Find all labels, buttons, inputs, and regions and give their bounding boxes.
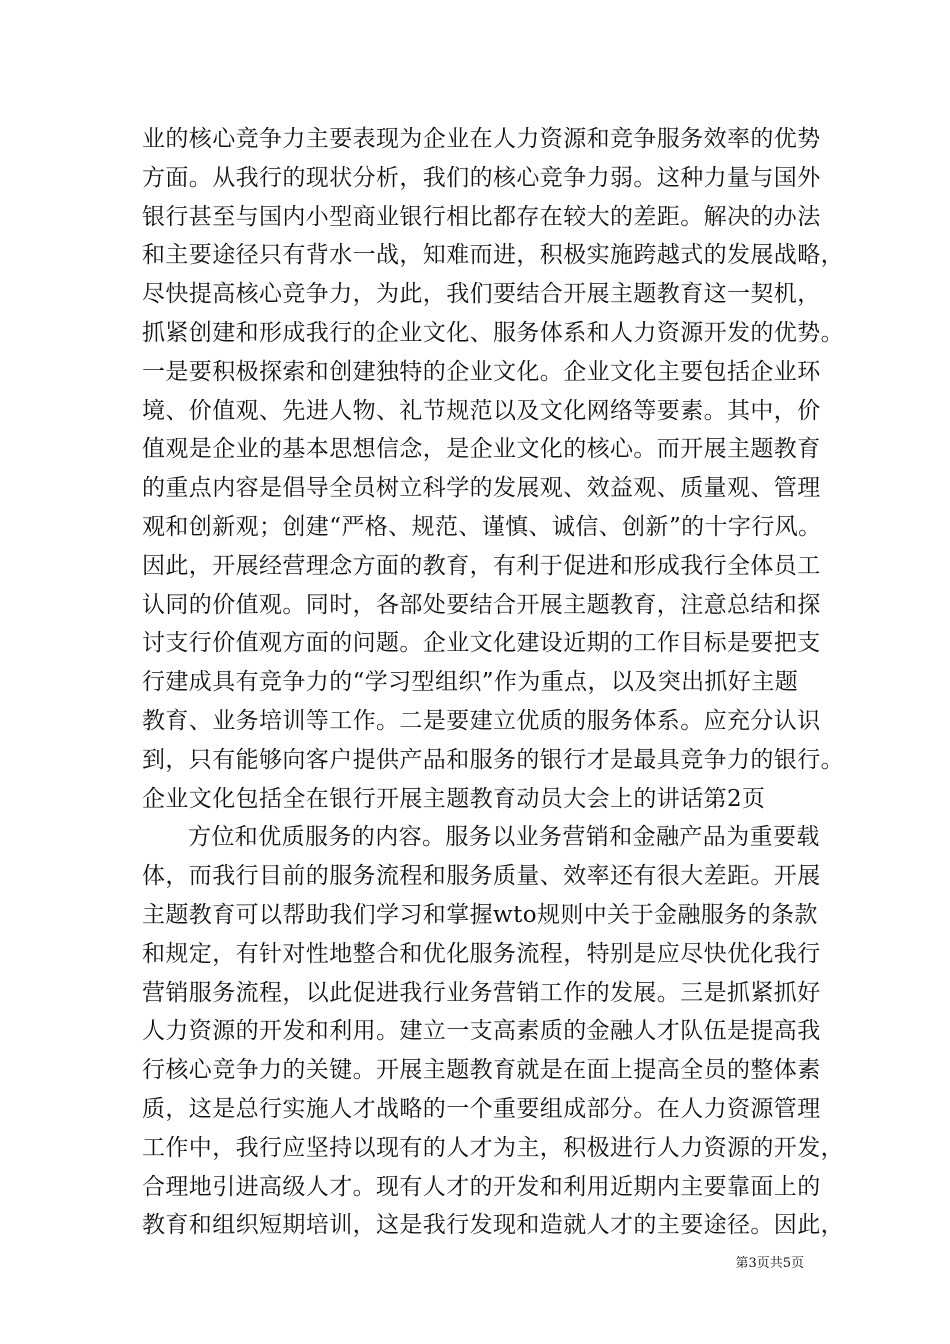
body-line: 合理地引进高级人才。现有人才的开发和利用近期内主要靠面上的 [142,1173,821,1200]
body-line: 的重点内容是倡导全员树立科学的发展观、效益观、质量观、管理 [142,475,821,502]
body-line: 工作中，我行应坚持以现有的人才为主，积极进行人力资源的开发， [142,1134,844,1161]
body-line: 和规定，有针对性地整合和优化服务流程，特别是应尽快优化我行 [142,940,821,967]
body-line: 业的核心竞争力主要表现为企业在人力资源和竞争服务效率的优势 [142,126,821,152]
body-line: 值观是企业的基本思想信念，是企业文化的核心。而开展主题教育 [142,436,821,463]
body-line: 方面。从我行的现状分析，我们的核心竞争力弱。这种力量与国外 [142,164,821,191]
body-line: 营销服务流程，以此促进我行业务营销工作的发展。三是抓紧抓好 [142,979,821,1006]
body-line: 体，而我行目前的服务流程和服务质量、效率还有很大差距。开展 [142,863,821,890]
body-line: 讨支行价值观方面的问题。企业文化建设近期的工作目标是要把支 [142,630,821,657]
body-line: 行建成具有竞争力的“学习型组织”作为重点，以及突出抓好主题 [142,669,799,696]
body-line: 到，只有能够向客户提供产品和服务的银行才是最具竞争力的银行。 [142,746,844,773]
body-line: 因此，开展经营理念方面的教育，有利于促进和形成我行全体员工 [142,552,821,579]
body-line: 主题教育可以帮助我们学习和掌握wto规则中关于金融服务的条款 [142,901,818,928]
body-line: 行核心竞争力的关键。开展主题教育就是在面上提高全员的整体素 [142,1057,821,1084]
body-line: 一是要积极探索和创建独特的企业文化。企业文化主要包括企业环 [142,358,821,385]
body-line: 认同的价值观。同时，各部处要结合开展主题教育，注意总结和探 [142,591,821,618]
body-line: 教育和组织短期培训，这是我行发现和造就人才的主要途径。因此， [142,1212,844,1239]
body-line: 教育、业务培训等工作。二是要建立优质的服务体系。应充分认识 [142,707,821,734]
body-line: 尽快提高核心竞争力，为此，我们要结合开展主题教育这一契机， [142,281,821,308]
body-line: 境、价值观、先进人物、礼节规范以及文化网络等要素。其中，价 [142,397,821,424]
page-number: 第3页共5页 [735,1256,804,1271]
document-body [142,120,844,1245]
body-line: 人力资源的开发和利用。建立一支高素质的金融人才队伍是提高我 [142,1018,821,1045]
body-line: 方位和优质服务的内容。服务以业务营销和金融产品为重要载 [188,824,820,851]
body-line: 银行甚至与国内小型商业银行相比都存在较大的差距。解决的办法 [142,203,821,230]
body-line: 抓紧创建和形成我行的企业文化、服务体系和人力资源开发的优势。 [142,319,844,346]
section-heading: 企业文化包括全在银行开展主题教育动员大会上的讲话第2页 [142,785,766,812]
body-line: 观和创新观；创建“严格、规范、谨慎、诚信、创新”的十字行风。 [142,513,822,540]
body-line: 质，这是总行实施人才战略的一个重要组成部分。在人力资源管理 [142,1095,821,1122]
body-line: 和主要途径只有背水一战，知难而进，积极实施跨越式的发展战略， [142,242,844,269]
